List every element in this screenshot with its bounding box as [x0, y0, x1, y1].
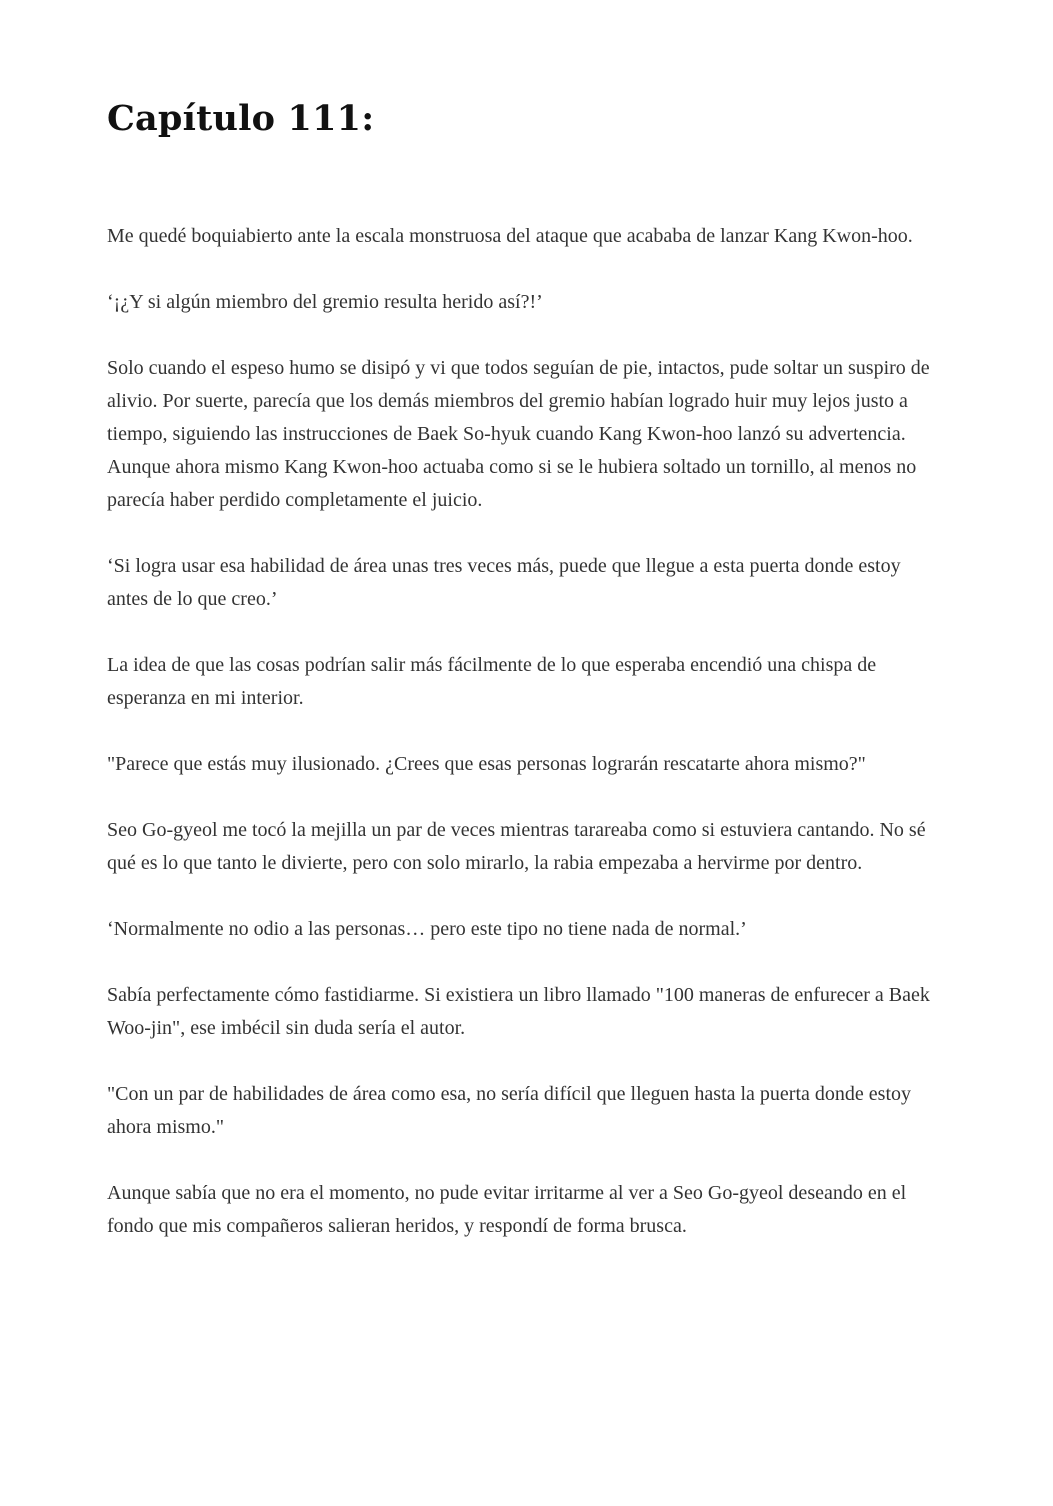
paragraph: Seo Go-gyeol me tocó la mejilla un par de veces mientras tarareaba como si estuviera cantando. No sé qué es lo que tanto le divierte, pero con solo mirarlo, la rabia empezaba a hervirme por dentro. [107, 819, 926, 874]
paragraph: ‘¡¿Y si algún miembro del gremio resulta herido así?!’ [107, 291, 543, 313]
paragraph: Aunque sabía que no era el momento, no pude evitar irritarme al ver a Seo Go-gyeol deseando en el fondo que mis compañeros salieran heridos, y respondí de forma brusca. [107, 1182, 907, 1237]
paragraph: La idea de que las cosas podrían salir más fácilmente de lo que esperaba encendió una chispa de esperanza en mi interior. [107, 654, 877, 709]
paragraph: "Parece que estás muy ilusionado. ¿Crees que esas personas lograrán rescatarte ahora mismo?" [107, 753, 866, 775]
paragraph: ‘Si logra usar esa habilidad de área unas tres veces más, puede que llegue a esta puerta donde estoy antes de lo que creo.’ [107, 555, 901, 610]
paragraph: Sabía perfectamente cómo fastidiarme. Si existiera un libro llamado "100 maneras de enfurecer a Baek Woo-jin", ese imbécil sin duda sería el autor. [107, 984, 930, 1039]
paragraph: Solo cuando el espeso humo se disipó y vi que todos seguían de pie, intactos, pude soltar un suspiro de alivio. Por suerte, parecía que los demás miembros del gremio habían logrado huir muy lejos justo a tiempo, siguiendo las instrucciones de Baek So-hyuk cuando Kang Kwon-hoo lanzó su advertencia. Aunque ahora mismo Kang Kwon-hoo actuaba como si se le hubiera soltado un tornillo, al menos no parecía haber perdido completamente el juicio. [107, 357, 930, 511]
paragraph: ‘Normalmente no odio a las personas… pero este tipo no tiene nada de normal.’ [107, 918, 747, 940]
chapter-title: Capítulo 111: [107, 98, 375, 139]
paragraph: Me quedé boquiabierto ante la escala monstruosa del ataque que acababa de lanzar Kang Kwon-hoo. [107, 225, 913, 247]
paragraph: "Con un par de habilidades de área como esa, no sería difícil que lleguen hasta la puerta donde estoy ahora mismo." [107, 1083, 911, 1138]
chapter-body [107, 220, 945, 1243]
